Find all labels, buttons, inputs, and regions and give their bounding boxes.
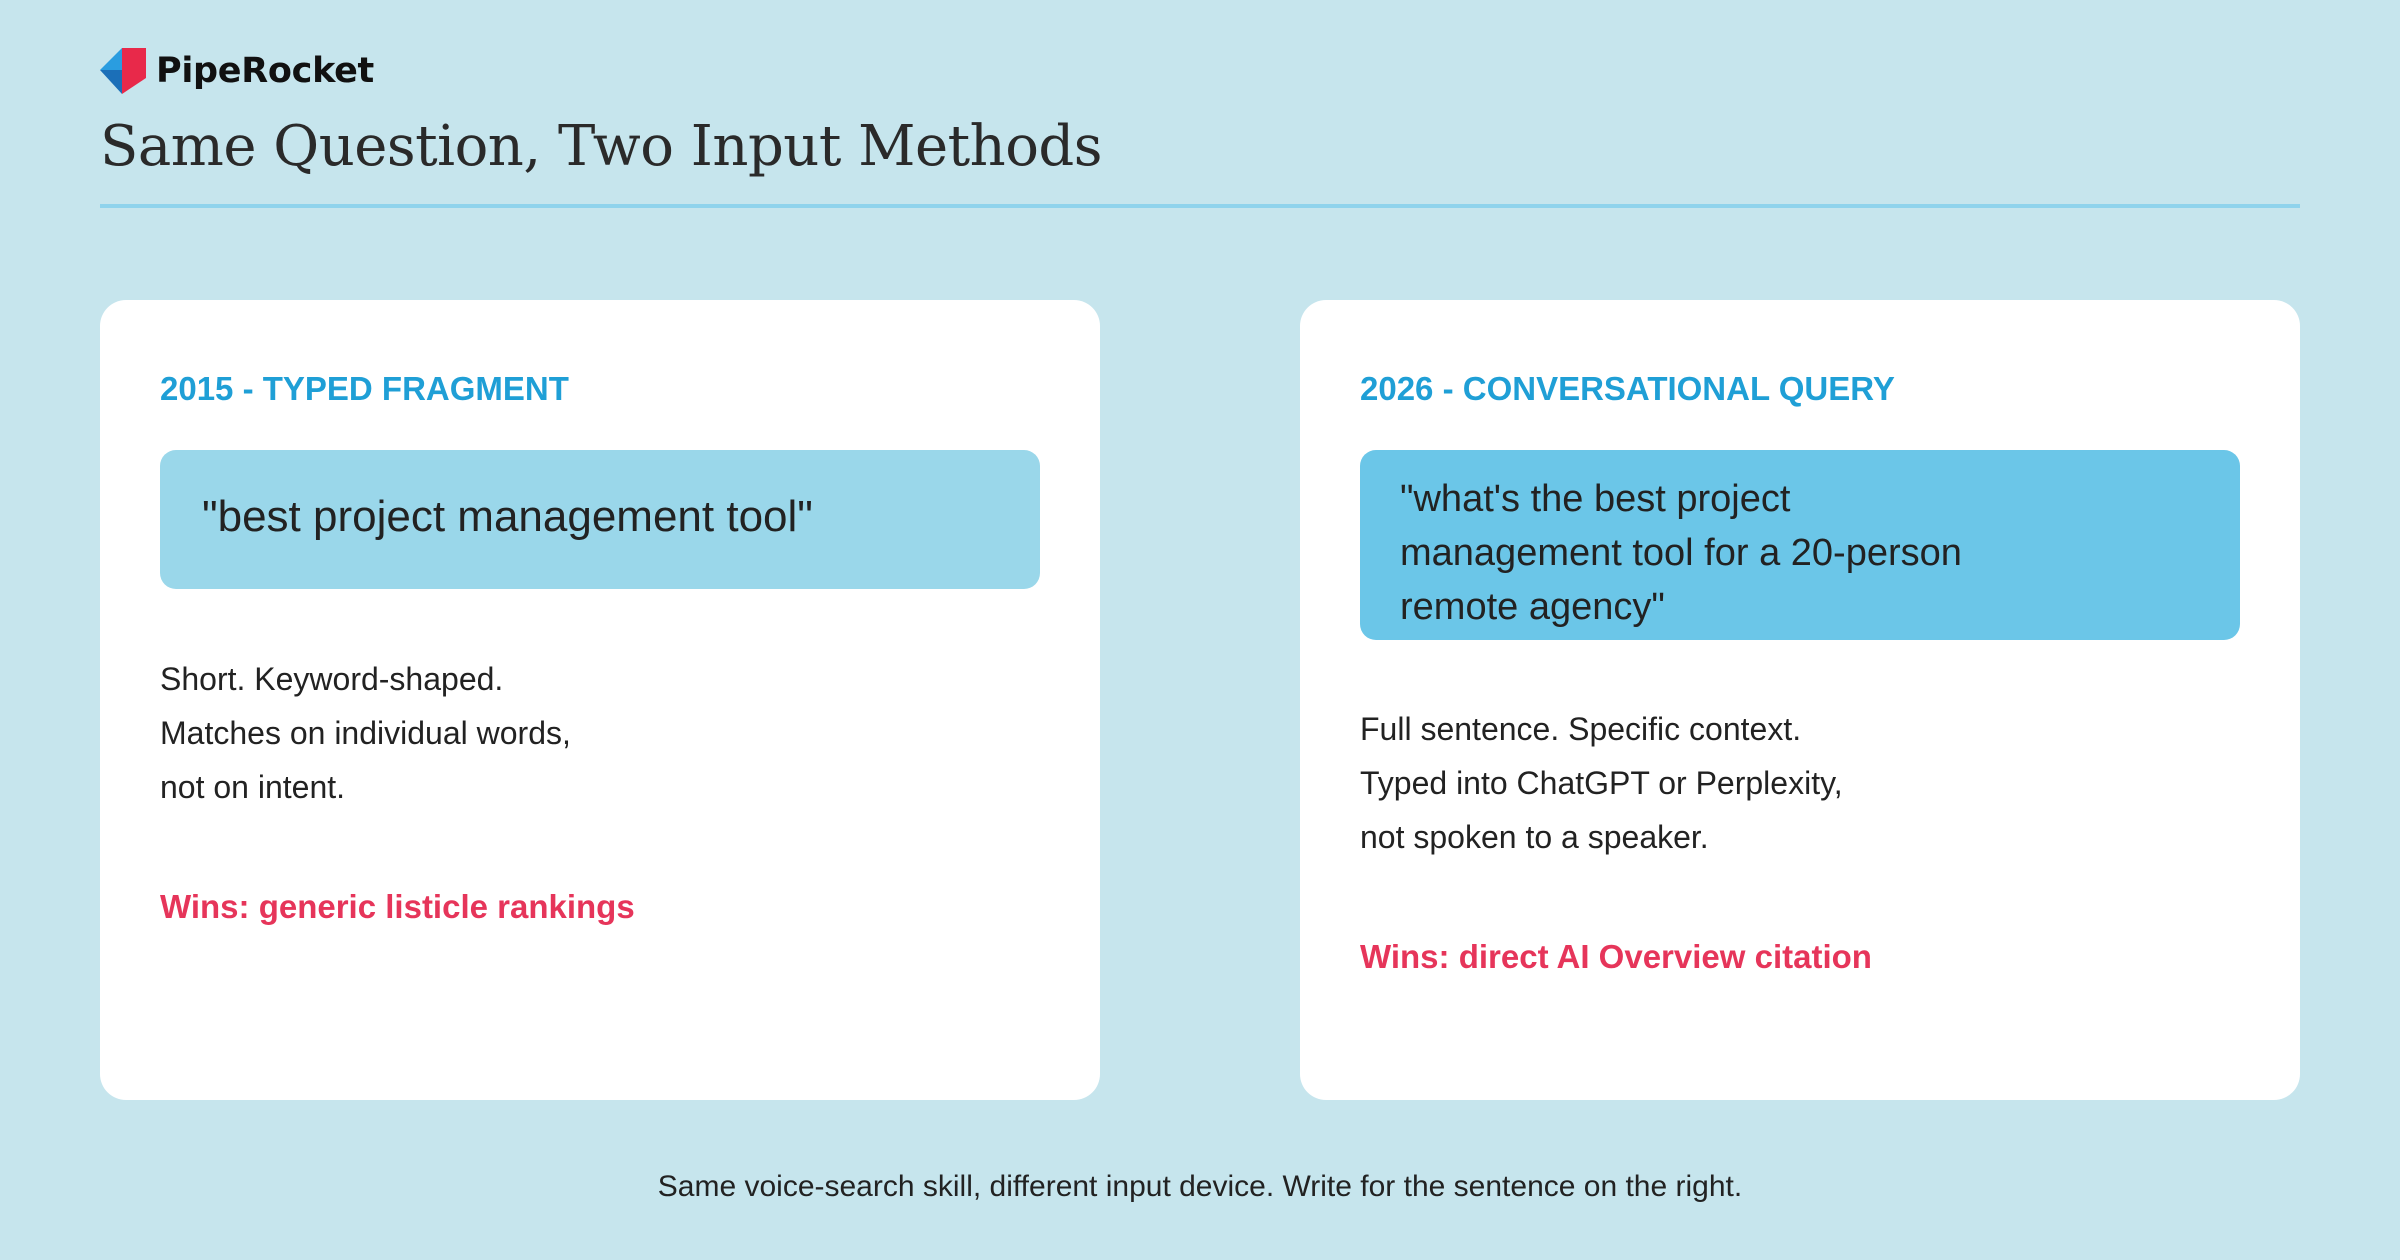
query-box [160,450,1040,589]
wins-text: Wins: generic listicle rankings [160,888,635,925]
card-typed-fragment [100,300,1100,1100]
query-box [1360,450,2240,640]
title-divider [100,204,2300,208]
brand [100,48,374,94]
description-line: Typed into ChatGPT or Perplexity, [1360,765,1843,801]
query-text: "what's the best project management tool for a 20-person remote agency" [1400,478,1962,628]
wins-text: Wins: direct AI Overview citation [1360,938,1872,975]
card-description [160,652,571,814]
card-label: 2015 - TYPED FRAGMENT [160,370,569,407]
page-title: Same Question, Two Input Methods [100,114,1103,179]
piperocket-logo-icon [100,48,146,94]
description-line: Matches on individual words, [160,715,571,751]
brand-name: PipeRocket [156,51,374,91]
description-line: not spoken to a speaker. [1360,819,1709,855]
description-line: Full sentence. Specific context. [1360,711,1802,747]
card-description [1360,702,1843,864]
description-line: not on intent. [160,769,346,805]
card-conversational-query [1300,300,2300,1100]
description-line: Short. Keyword-shaped. [160,661,504,697]
footer-note: Same voice-search skill, different input device. Write for the sentence on the right. [657,1170,1743,1203]
query-text: "best project management tool" [202,492,813,541]
card-label: 2026 - CONVERSATIONAL QUERY [1360,370,1895,407]
